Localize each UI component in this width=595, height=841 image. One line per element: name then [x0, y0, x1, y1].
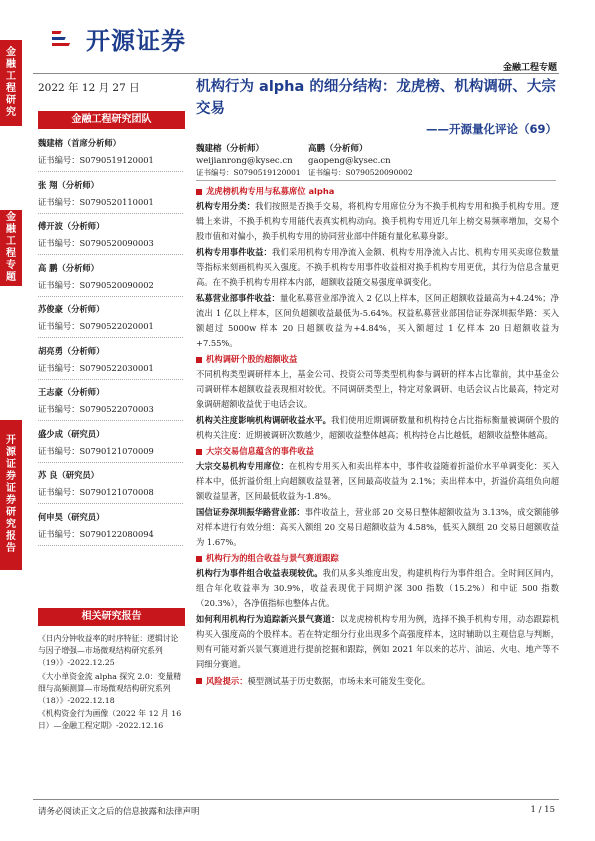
analyst-name: 苏 良（研究员）	[38, 470, 99, 480]
analyst-id: 证书编号：S0790520090003	[38, 238, 154, 248]
paragraph: 如何利用机构行为追踪新兴景气赛道：以龙虎榜机构专用为例，选择不换手机构专用，动态跟踪机构买入强度高的个股样本。若在特定细分行业出现多个高强度样本，这时辅助以主观信息与判断，则有可能对新兴景气赛道进行提前挖掘和跟踪，例如 2021 年以来的芯片、油运、火电、地产等不同细分赛道。	[196, 614, 559, 669]
analyst-name: 何申昊（研究员）	[38, 511, 105, 522]
analyst-item	[38, 469, 185, 511]
analyst-id: 证书编号：S0790122080094	[38, 528, 154, 539]
section-heading: 机构行为的组合收益与景气赛道跟踪	[196, 551, 559, 566]
analyst-name: 高 鹏（分析师）	[38, 262, 99, 273]
analyst-name: 张 翔（分析师）	[38, 179, 99, 190]
author-block	[196, 143, 301, 179]
team-header: 金融工程研究团队	[38, 111, 185, 129]
analyst-id: 证书编号：S0790520110001	[38, 196, 154, 207]
side-tab-company: 开源证券 证券研究报告	[0, 420, 22, 570]
bullet-icon	[196, 357, 202, 363]
paragraph: 私募营业部事件收益：量化私募营业部净流入 2 亿以上样本，区间正超额收益最高为+4.24%；净流出 1 亿以上样本，区间负超额收益最低为-5.64%。权益私募营业部国信证券深圳振华路：买入额超过 5000w 样本 20 日超额收益为+4.84%，买入额超过 1 亿样本 20 日超额收益为+7.55%。	[196, 293, 559, 348]
analyst-id: 证书编号：S0790121070008	[38, 487, 154, 497]
logo	[52, 21, 186, 56]
analyst-name: 王志豪（分析师）	[38, 387, 105, 397]
analyst-name: 盛少成（研究员）	[38, 428, 105, 439]
analyst-id: 证书编号：S0790519120001	[38, 155, 154, 165]
analyst-item	[38, 428, 185, 470]
bullet-icon	[196, 189, 202, 195]
analyst-name: 苏俊豪（分析师）	[38, 304, 105, 314]
paragraph: 不同机构类型调研样本上，基金公司、投资公司等类型机构参与调研的样本占比靠前，其中基金公司调研样本超额收益表现相对较优。不同调研类型上，特定对象调研、电话会议占比最高，特定对象调研超额收益优于电话会议。	[196, 369, 559, 409]
author-divider	[196, 180, 556, 181]
logo-icon	[52, 26, 82, 52]
analyst-item	[38, 303, 185, 345]
related-report-link[interactable]: 《机构资金行为画像（2022 年 12 月 16 日）—金融工程定期》-2022.12.16	[38, 709, 182, 731]
paragraph: 机构专用事件收益：我们采用机构专用净流入金额、机构专用净流入占比、机构专用买卖席位数量等指标来刻画机构买入强度。不换手机构专用事件收益相对换手机构专用更优，其行为信息含量更高。在不换手机构专用样本内部，超额收益随交易强度单调变化。	[196, 247, 559, 287]
analyst-item	[38, 386, 185, 428]
related-report-link[interactable]: 《大小单资金流 alpha 探究 2.0：变量精细与高频测算—市场微观结构研究系列（18）》-2022.12.18	[38, 671, 181, 706]
bullet-icon	[196, 556, 202, 562]
report-category: 金融工程专题	[502, 63, 557, 73]
section-heading: 大宗交易信息蕴含的事件收益	[196, 444, 559, 459]
logo-text: 开源证券	[86, 27, 186, 55]
related-reports-header: 相关研究报告	[38, 608, 185, 626]
report-body	[196, 183, 559, 689]
analyst-name: 胡亮勇（分析师）	[38, 345, 105, 356]
related-report-link[interactable]: 《日内分钟收益率的时序特征：逻辑讨论与因子增强—市场微观结构研究系列（19）》-2022.12.25	[38, 634, 179, 668]
analyst-name: 傅开波（分析师）	[38, 221, 105, 231]
analyst-item	[38, 345, 185, 387]
author-name: 高鹏（分析师）	[308, 144, 368, 154]
analyst-list	[38, 137, 185, 552]
analyst-item	[38, 179, 185, 221]
paragraph: 机构专用分类：我们按照是否换手交易，将机构专用席位分为不换手机构专用和换手机构专用。逻辑上来讲，不换手机构专用能代表真实机构动向。换手机构专用近几年上榜交易频率增加，交易个股市值和对偏小，换手机构专用的协同营业部中伴随有量化私募身影。	[196, 201, 559, 241]
analyst-id: 证书编号：S0790520090002	[38, 279, 154, 290]
analyst-item	[38, 220, 185, 262]
paragraph: 大宗交易机构专用席位：在机构专用买入和卖出样本中，事件收益随着折溢价水平单调变化：买入样本中，低折溢价组上向超额收益显著，区间最高收益为 2.1%；卖出样本中，折溢价高组负向超额收益显著，区间最低收益为-1.8%。	[196, 461, 559, 501]
footer-disclaimer: 请务必阅读正文之后的信息披露和法律声明	[38, 807, 200, 817]
analyst-id: 证书编号：S0790522070003	[38, 404, 154, 414]
author-id: 证书编号：S0790519120001	[196, 168, 301, 177]
analyst-id: 证书编号：S0790522030001	[38, 362, 154, 373]
page-number: 1 / 15	[530, 805, 555, 815]
bullet-icon	[196, 678, 202, 684]
analyst-id: 证书编号：S0790522020001	[38, 321, 154, 331]
risk-warning: 风险提示：模型测试基于历史数据，市场未来可能发生变化。	[196, 674, 559, 689]
section-heading: 龙虎榜机构专用与私募席位 alpha	[196, 184, 559, 199]
analyst-id: 证书编号：S0790121070009	[38, 445, 154, 456]
report-title: 机构行为 alpha 的细分结构：龙虎榜、机构调研、大宗交易	[196, 79, 556, 117]
footer-divider	[33, 799, 559, 800]
analyst-item	[38, 137, 185, 179]
bullet-icon	[196, 449, 202, 455]
report-date: 2022 年 12 月 27 日	[38, 82, 140, 94]
side-tab-topic: 金融工程专题	[0, 210, 22, 286]
author-email[interactable]: weijianrong@kysec.cn	[196, 156, 293, 166]
report-subtitle: ——开源量化评论（69）	[425, 122, 557, 136]
analyst-item	[38, 511, 185, 553]
related-reports-list	[38, 633, 186, 734]
author-email[interactable]: gaopeng@kysec.cn	[308, 156, 391, 166]
side-tab-research: 金融工程研究	[0, 40, 22, 126]
analyst-item	[38, 262, 185, 304]
author-id: 证书编号：S0790520090002	[308, 168, 413, 177]
author-name: 魏建榕（分析师）	[196, 144, 265, 154]
header-divider	[33, 73, 559, 74]
author-block	[308, 143, 413, 179]
paragraph: 机构行为事件组合收益表现较优。我们从多头维度出发，构建机构行为事件组合。全时间区间内，组合年化收益率为 30.9%，收益表现优于同期沪深 300 指数（15.2%）和中证 500 指数（20.3%），各净值指标也整体占优。	[196, 568, 559, 608]
analyst-name: 魏建榕（首席分析师）	[38, 138, 121, 148]
section-heading: 机构调研个股的超额收益	[196, 352, 559, 367]
paragraph: 国信证券深圳振华路营业部：事件收益上，营业部 20 交易日整体超额收益为 3.13%，成交额能够对样本进行有效分组：高买入额组 20 交易日超额收益为 4.58%，低买入额组 20 交易日超额收益为 1.67%。	[196, 507, 559, 547]
paragraph: 机构关注度影响机构调研收益水平。我们使用近期调研数量和机构持仓占比指标衡量被调研个股的机构关注度：近期被调研次数越少，超额收益整体越高；机构持仓占比越低，超额收益整体越高。	[196, 415, 559, 440]
